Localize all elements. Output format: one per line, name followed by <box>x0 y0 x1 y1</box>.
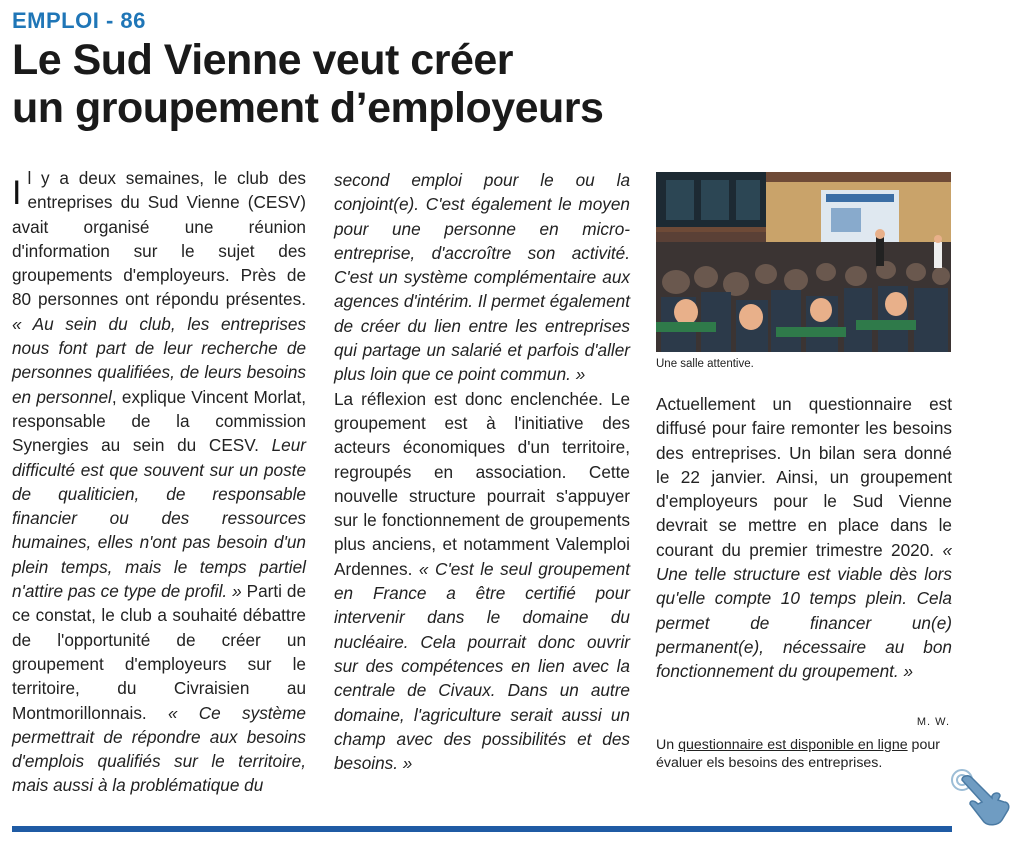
note-suffix: pour évaluer els besoins des entreprises. <box>656 737 940 771</box>
questionnaire-note <box>656 736 956 772</box>
article-column-1 <box>12 166 306 798</box>
body-text: La réflexion est donc enclenchée. Le groupement est à l'initiative des acteurs économiques d'un territoire, regroupés en association. Cette nouvelle structure pourrait s'appuyer sur le fonctionnement de groupements plus anciens, et notamment Valemploi Ardennes. <box>334 388 630 579</box>
quote-text: « Une telle structure est viable dès lors qu'elle compte 10 temps plein. Cela permet de financer un(e) permanent(e), nécessaire au bon fonctionnement du groupement. » <box>656 539 952 682</box>
article-column-3 <box>656 392 952 684</box>
questionnaire-link[interactable]: questionnaire est disponible en ligne <box>678 737 908 753</box>
body-text: Parti de ce constat, le club a souhaité débattre de l'opportunité de créer un groupement d'employeurs sur le territoire, du Civraisien au Montmorillonnais. <box>12 581 307 723</box>
pointing-hand-icon[interactable] <box>948 766 1012 830</box>
quote-text: « C'est le seul groupement en France a être certifié pour intervenir dans le domaine du nucléaire. Cela pourrait donc ouvrir sur des compétences en lien avec la centrale de Civaux. Dans un autre domaine, l'agriculture serait aussi un champ avec des possibilités et des besoins. » <box>334 558 630 774</box>
quote-continuation: second emploi pour le ou la conjoint(e). C'est également le moyen pour une personne en micro-entreprise, d'accroître son activité. C'est un système complémentaire aux agences d'intérim. Il permet également de créer du lien entre les entreprises qui partage un salarié et parfois d'aller plus loin que ce point commun. » <box>334 170 630 385</box>
headline-line-1: Le Sud Vienne veut créer <box>12 36 514 84</box>
quote-text: « Ce système permettrait de répondre aux besoins d'emplois qualifiés sur le territoire, mais aussi à la problématique du <box>12 702 306 796</box>
quote-text: « Au sein du club, les entreprises nous font part de leur recherche de personnes qualifiées, de leurs besoins en personnel <box>12 313 306 407</box>
conference-room-image <box>656 172 951 352</box>
bottom-rule <box>12 826 952 832</box>
attribution-text: , explique Vincent Morlat, responsable de la commission Synergies au sein du CESV. <box>12 386 306 456</box>
section-kicker: EMPLOI - 86 <box>12 8 146 33</box>
article-column-2 <box>334 168 630 775</box>
body-text: Actuellement un questionnaire est diffusé pour faire remonter les besoins des entreprises. Un bilan sera donné le 22 janvier. Ainsi, un groupement d'employeurs pour le Sud Vienne devrait se mettre en place dans le courant du premier trimestre 2020. <box>656 394 952 560</box>
article-headline <box>12 36 712 132</box>
author-signature: M. W. <box>916 716 950 728</box>
drop-cap: I <box>12 174 22 212</box>
intro-text: l y a deux semaines, le club des entreprises du Sud Vienne (CESV) avait organisé une réunion d'information sur le sujet des groupements d'employeurs. Près de 80 personnes ont répondu présentes. <box>12 168 306 310</box>
quote-text: Leur difficulté est que souvent sur un poste de qualiticien, de responsable financier ou des ressources humaines, elles n'ont pas besoin d'un plein temps, mais le temps partiel n'attire pas ce type de profil. » <box>12 435 306 602</box>
photo-caption: Une salle attentive. <box>656 358 754 370</box>
headline-line-2: un groupement d’employeurs <box>12 84 604 132</box>
note-prefix: Un <box>656 737 679 753</box>
article-photo <box>656 172 951 352</box>
